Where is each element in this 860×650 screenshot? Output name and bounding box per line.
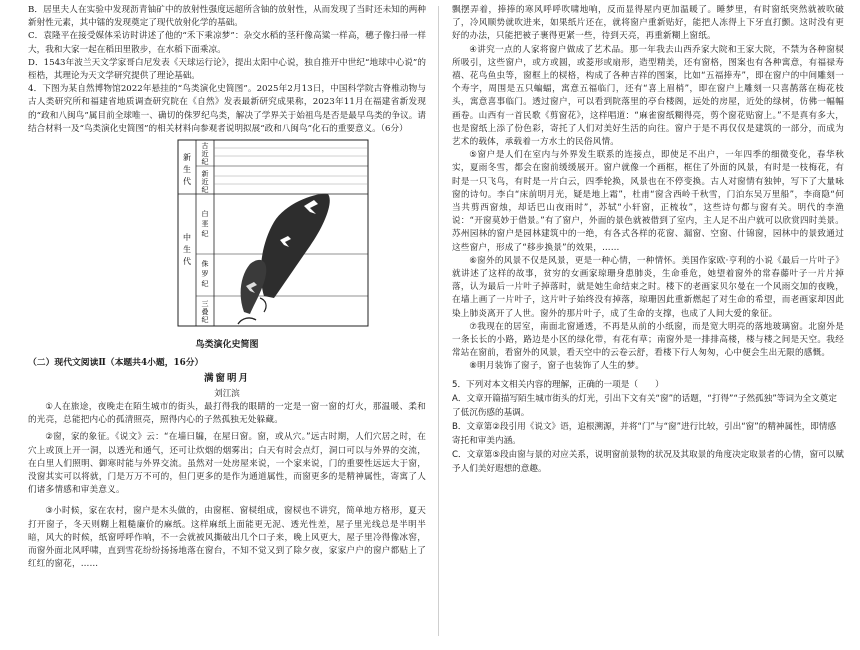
paragraph-1: ①人在旅途，夜晚走在陌生城市的街头，最打得我的眼睛的一定是一窗一窗的灯火，那温暖、柔和的光亮，总能把内心的孤清照亮，照得内心的子然孤独无处躲藏。 — [28, 402, 426, 426]
period-label-neogene: 新近纪 — [201, 170, 209, 195]
bird-evolution-chart — [28, 136, 426, 336]
paragraph-2: ②窗，家的象征。《说文》云：“在墙曰牖，在屋曰窗。窗，或从穴。”远古时期，人们穴居之时，在穴上或顶上开一洞，以透光和通气，还可让炊烟的烟雾出；白天有时会点灯，洞口可以与外界的交流，在白里人们照明、御寒时能与外界交流。虽然对一处房屋来说，一个家来说，门的重要性远远大于窗，没窗其实可以将就，门是万万不可的，但门更多的是作为通道属性，而窗更多的是精神属性，寄寓了人们诸多情感和审美意义。 — [28, 432, 426, 496]
paragraph-3: ③小时候，家在农村，窗户是木头做的，由窗框、窗棂组成，窗棂也不讲究，简单地方格形，夏天打开窗子，冬天则糊上粗糙廉价的麻纸。这样麻纸上面能更无泥、透光性差，屋子里光线总是半明半暗，风大的时候，纸窗呼呼作响，不一会就被风撕破出几个口子来，晚上风更大，屋子里冷得像冰窖，而窗外面北风呼啸，直到雪花纷纷扬扬地落在窗台，不知不觉又到了除夕夜，家家户户的窗户都贴上了红红的窗花，…… — [28, 506, 426, 570]
left-column — [28, 0, 426, 571]
column-divider — [438, 6, 439, 636]
question-5-option-b: B．文章第②段引用《说文》语，追根溯源，并将“门”与“窗”进行比较，引出“窗”的精神属性，即情感寄托和审美内涵。 — [452, 421, 837, 446]
option-d: D．1543年波兰天文学家哥白尼发表《天球运行论》，提出太阳中心说，独自推开中世纪“地球中心说”的桎梏，其理论为天文学研究提供了理论基础。 — [28, 57, 426, 82]
period-label-paleogene: 古近纪 — [201, 142, 209, 167]
option-c: C．袁隆平在接受媒体采访时讲述了他的“禾下乘凉梦”：杂交水稻的茎秆像高粱一样高，穗子像扫帚一样大，我和大家一起在稻田里散步，在水稻下面乘凉。 — [28, 31, 426, 55]
question-5-option-a: A．文章开篇描写陌生城市街头的灯光，引出下文有关“窗”的话题，“打得”“子然孤独”等词为全文奠定了低沉伤感的基调。 — [452, 393, 837, 418]
paragraph-7: ⑦我现在的居室，南面北窗通透，不再是从前的小纸窗，而是宽大明亮的落地玻璃窗。北窗外是一条长长的小路，路边是小区的绿化带，有花有草；南窗外是一排排高楼，楼与楼之间是天空。我经常站在窗前，看窗外的风景，看天空中的云卷云舒，看楼下行人匆匆，心中便会生出无限的感慨。 — [452, 321, 844, 359]
question-5: 5．下列对本文相关内容的理解，正确的一项是（ ） — [452, 379, 664, 390]
paragraph-4: ④讲究一点的人家将窗户做成了艺术品。那一年我去山西乔家大院和王家大院，不禁为各种窗棂所吸引，这些窗户，或方或圆，或菱形或扇形，造型精美，还有窗格，图案也有各种寓意，有福禄寿禧、花鸟鱼虫等，窗框上的棂格，构成了各种吉祥的图案，比如“五福捧寿”，即在窗户的中间雕刻一个寿字，周围是五只蝙蝠，寓意五福临门，还有“喜上眉梢”，即在窗户上雕刻一只喜鹊落在梅花枝头，寓意喜事临门。透过窗户，可以看到院落里的亭台楼阁，远处的房屋，近处的绿树，仿佛一幅幅画卷。山西有一首民歌《剪窗花》，这样唱道：“麻雀窗纸糊得亮，剪个窗花贴窗上。”不是真有多大，也是窗纸上添了份色彩，寄托了人们对美好生活的向往。窗户于是不再仅仅是建筑的一部分，而成为艺术的载体，承载着一方水土的民俗风情。 — [452, 44, 844, 148]
section-heading: （二）现代文阅读Ⅱ（本题共4小题，16分） — [28, 358, 204, 369]
chart-caption: 鸟类演化史简图 — [195, 340, 259, 351]
era-label-mesozoic: 中生代 — [183, 233, 191, 267]
question-4: 4．下图为某自然博物馆2022年悬挂的“鸟类演化史简图”。2025年2月13日，中国科学院古脊椎动物与古人类研究所和福建省地质调查研究院在《自然》发表最新研究成果称，2023年11月在福建省新发现的“政和八闽鸟”属目前全球唯一、确切的侏罗纪鸟类，解决了学界关于始祖鸟是否是最早鸟类的争议。请结合材料一及“鸟类演化史简图”的相关材料向参观者说明拟展“政和八闽鸟”化石的重要意义。（6分） — [28, 84, 426, 134]
right-column — [452, 0, 844, 476]
paragraph-6: ⑥窗外的风景不仅是风景，更是一种心情，一种情怀。美国作家欧·亨利的小说《最后一片叶子》就讲述了这样的故事，贫穷的女画家琼珊身患肺炎，生命垂危，她望着窗外的常春藤叶子一片片掉落，认为最后一片叶子掉落时，就是她生命结束之时。楼下的老画家贝尔曼在一个风雨交加的夜晚，在墙上画了一片叶子，这片叶子始终没有掉落，琼珊因此重新燃起了对生命的希望，而老画家却因此染上肺炎离开了人世。窗外的那片叶子，成了生命的支撑，也成了人间大爱的象征。 — [452, 255, 844, 319]
bird-evolution-diagram — [28, 136, 426, 336]
paragraph-8: ⑧明月装饰了窗子，窗子也装饰了人生的梦。 — [469, 361, 645, 372]
article-title: 满窗明月 — [203, 373, 250, 385]
paragraph-5: ⑤窗户是人们在室内与外界发生联系的连接点，即使足不出户，一年四季的细微变化，春华秋实，夏雨冬雪，都会在窗前缓缓展开。窗户就像一个画框，框住了外面的风景，有时是一枝梅花，有时是一只飞鸟，有时是一片白云，四季轮换，风景也在不停变换。古人对窗情有独钟，写下了大量咏窗的诗句。李白“床前明月光，疑是地上霜”，杜甫“窗含西岭千秋雪，门泊东吴万里船”，李商隐“何当共剪西窗烛，却话巴山夜雨时”，苏轼“小轩窗，正梳妆”，这些诗句都与窗有关。明代的李渔说：“开窗莫妙于借景。”有了窗户，外面的景色就被借到了室内，主人足不出户就可以欣赏四时美景。苏州园林的窗户是园林建筑中的一绝，有各式各样的花窗、漏窗、空窗、什锦窗，园林中的景致通过这些窗户，形成了“移步换景”的效果，…… — [452, 150, 844, 253]
period-label-triassic: 三叠纪 — [201, 300, 209, 325]
era-label-cenozoic: 新生代 — [183, 153, 191, 187]
period-label-jurassic: 侏罗纪 — [201, 260, 209, 289]
period-label-cretaceous: 白垩纪 — [201, 210, 209, 239]
question-5-option-c: C．文章第⑤段由窗与景的对应关系，说明窗前景物的状况及其取景的角度决定取景者的心情，窗可以赋予人们美好遐想的意趣。 — [452, 449, 844, 474]
option-b: B．居里夫人在实验中发现沥青铀矿中的放射性强度远超所含铀的放射性，从而发现了当时还未知的两种新射性元素，其中镭的发现奠定了现代放射化学的基础。 — [28, 5, 426, 29]
article-author: 刘江滨 — [214, 389, 240, 400]
paragraph-3-continued: 飘摆弄着，捧捧的寒风呼呼吹啸地响，反而显得屋内更加温暖了。睡梦里，有时窗纸突然就被吹破了，冷风顺势就吹进来，如果纸片还在，就将窗户重新贴好，能把人冻得上下牙直打颤。这时没有更好的办法，只能把被子裹得更紧一些，待到天亮，再重新糊上窗纸。 — [452, 5, 844, 42]
